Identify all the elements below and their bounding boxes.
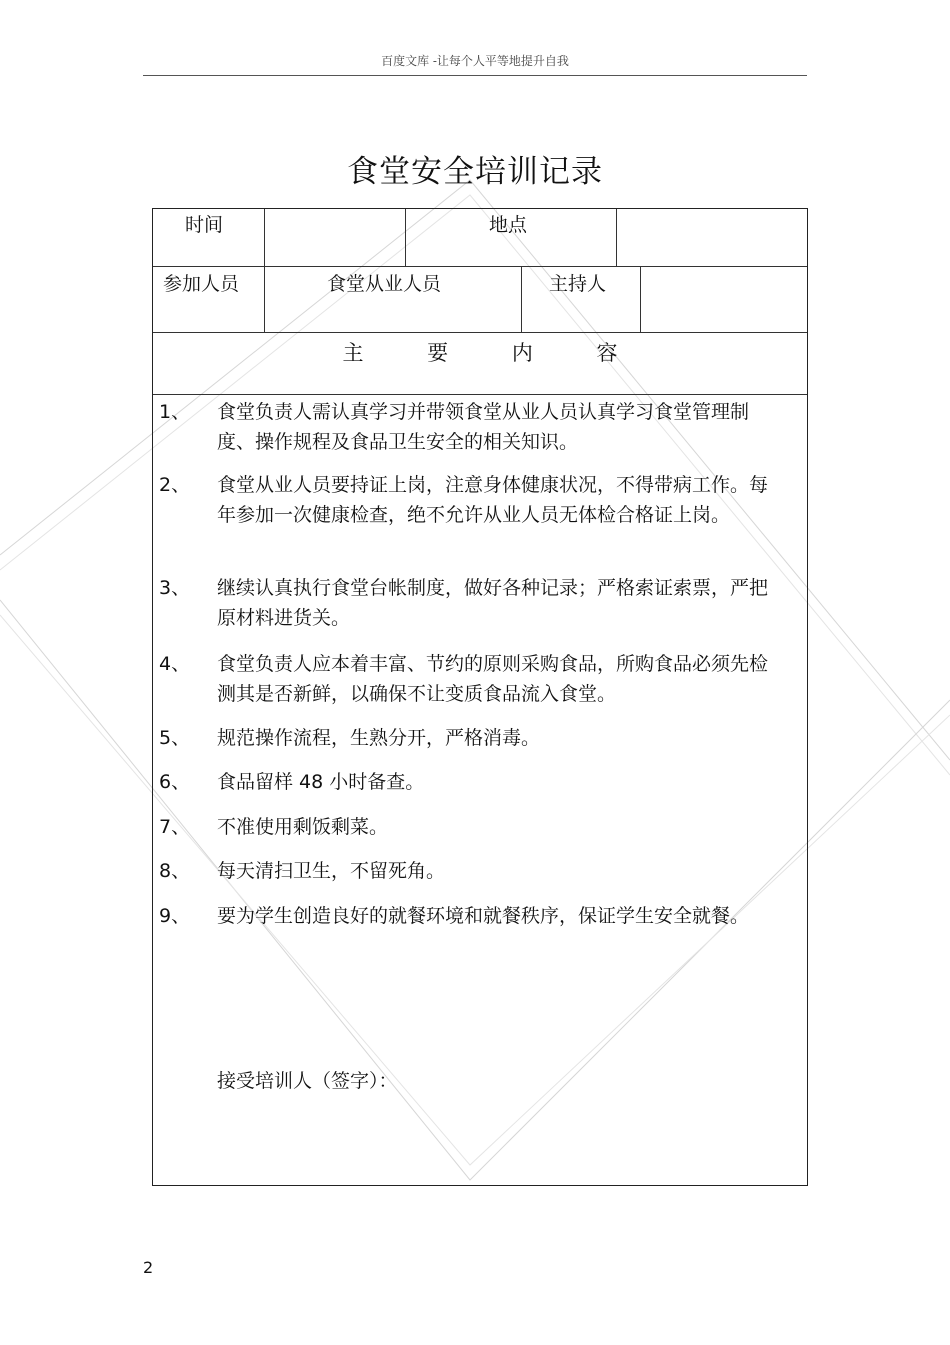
item-text: 食堂从业人员要持证上岗，注意身体健康状况，不得带病工作。每年参加一次健康检查，绝不允许从业人员无体检合格证上岗。	[217, 474, 769, 526]
participants-value: 食堂从业人员	[327, 273, 442, 295]
time-label: 时间	[185, 214, 224, 236]
header-divider	[143, 75, 807, 76]
host-label: 主持人	[549, 273, 607, 295]
row-divider	[153, 266, 807, 267]
content-heading	[153, 337, 807, 367]
item-text: 规范操作流程，生熟分开，严格消毒。	[217, 727, 541, 749]
item-number: 5、	[159, 727, 191, 749]
page-title: 食堂安全培训记录	[347, 154, 603, 190]
item-text: 继续认真执行食堂台帐制度，做好各种记录；严格索证索票，严把原材料进货关。	[217, 577, 769, 629]
item-text: 食品留样 48 小时备查。	[217, 771, 425, 793]
column-divider	[264, 266, 265, 332]
content-heading-char: 要	[427, 341, 449, 365]
item-text: 每天清扫卫生，不留死角。	[217, 860, 446, 882]
content-heading-char: 内	[511, 341, 533, 365]
signature-label: 接受培训人（签字）：	[217, 1070, 398, 1092]
item-number: 4、	[159, 653, 191, 675]
item-text: 要为学生创造良好的就餐环境和就餐秩序，保证学生安全就餐。	[217, 905, 750, 927]
item-number: 8、	[159, 860, 191, 882]
item-number: 3、	[159, 577, 191, 599]
page-number: 2	[143, 1258, 154, 1277]
column-divider	[616, 209, 617, 266]
item-text: 食堂负责人需认真学习并带领食堂从业人员认真学习食堂管理制度、操作规程及食品卫生安全的相关知识。	[217, 401, 750, 453]
column-divider	[640, 266, 641, 332]
row-divider	[153, 394, 807, 395]
column-divider	[264, 209, 265, 266]
row-divider	[153, 332, 807, 333]
content-heading-char: 容	[596, 341, 618, 365]
item-number: 7、	[159, 816, 191, 838]
column-divider	[405, 209, 406, 266]
place-label: 地点	[489, 214, 528, 236]
column-divider	[521, 266, 522, 332]
item-text: 食堂负责人应本着丰富、节约的原则采购食品，所购食品必须先检测其是否新鲜，以确保不让变质食品流入食堂。	[217, 653, 769, 705]
item-number: 2、	[159, 474, 191, 496]
item-number: 6、	[159, 771, 191, 793]
content-heading-char: 主	[342, 341, 364, 365]
participants-label: 参加人员	[163, 273, 240, 295]
item-text: 不准使用剩饭剩菜。	[217, 816, 389, 838]
item-number: 1、	[159, 401, 191, 423]
header-caption: 百度文库 -让每个人平等地提升自我	[381, 54, 569, 68]
training-record-table	[152, 208, 808, 1186]
item-number: 9、	[159, 905, 191, 927]
